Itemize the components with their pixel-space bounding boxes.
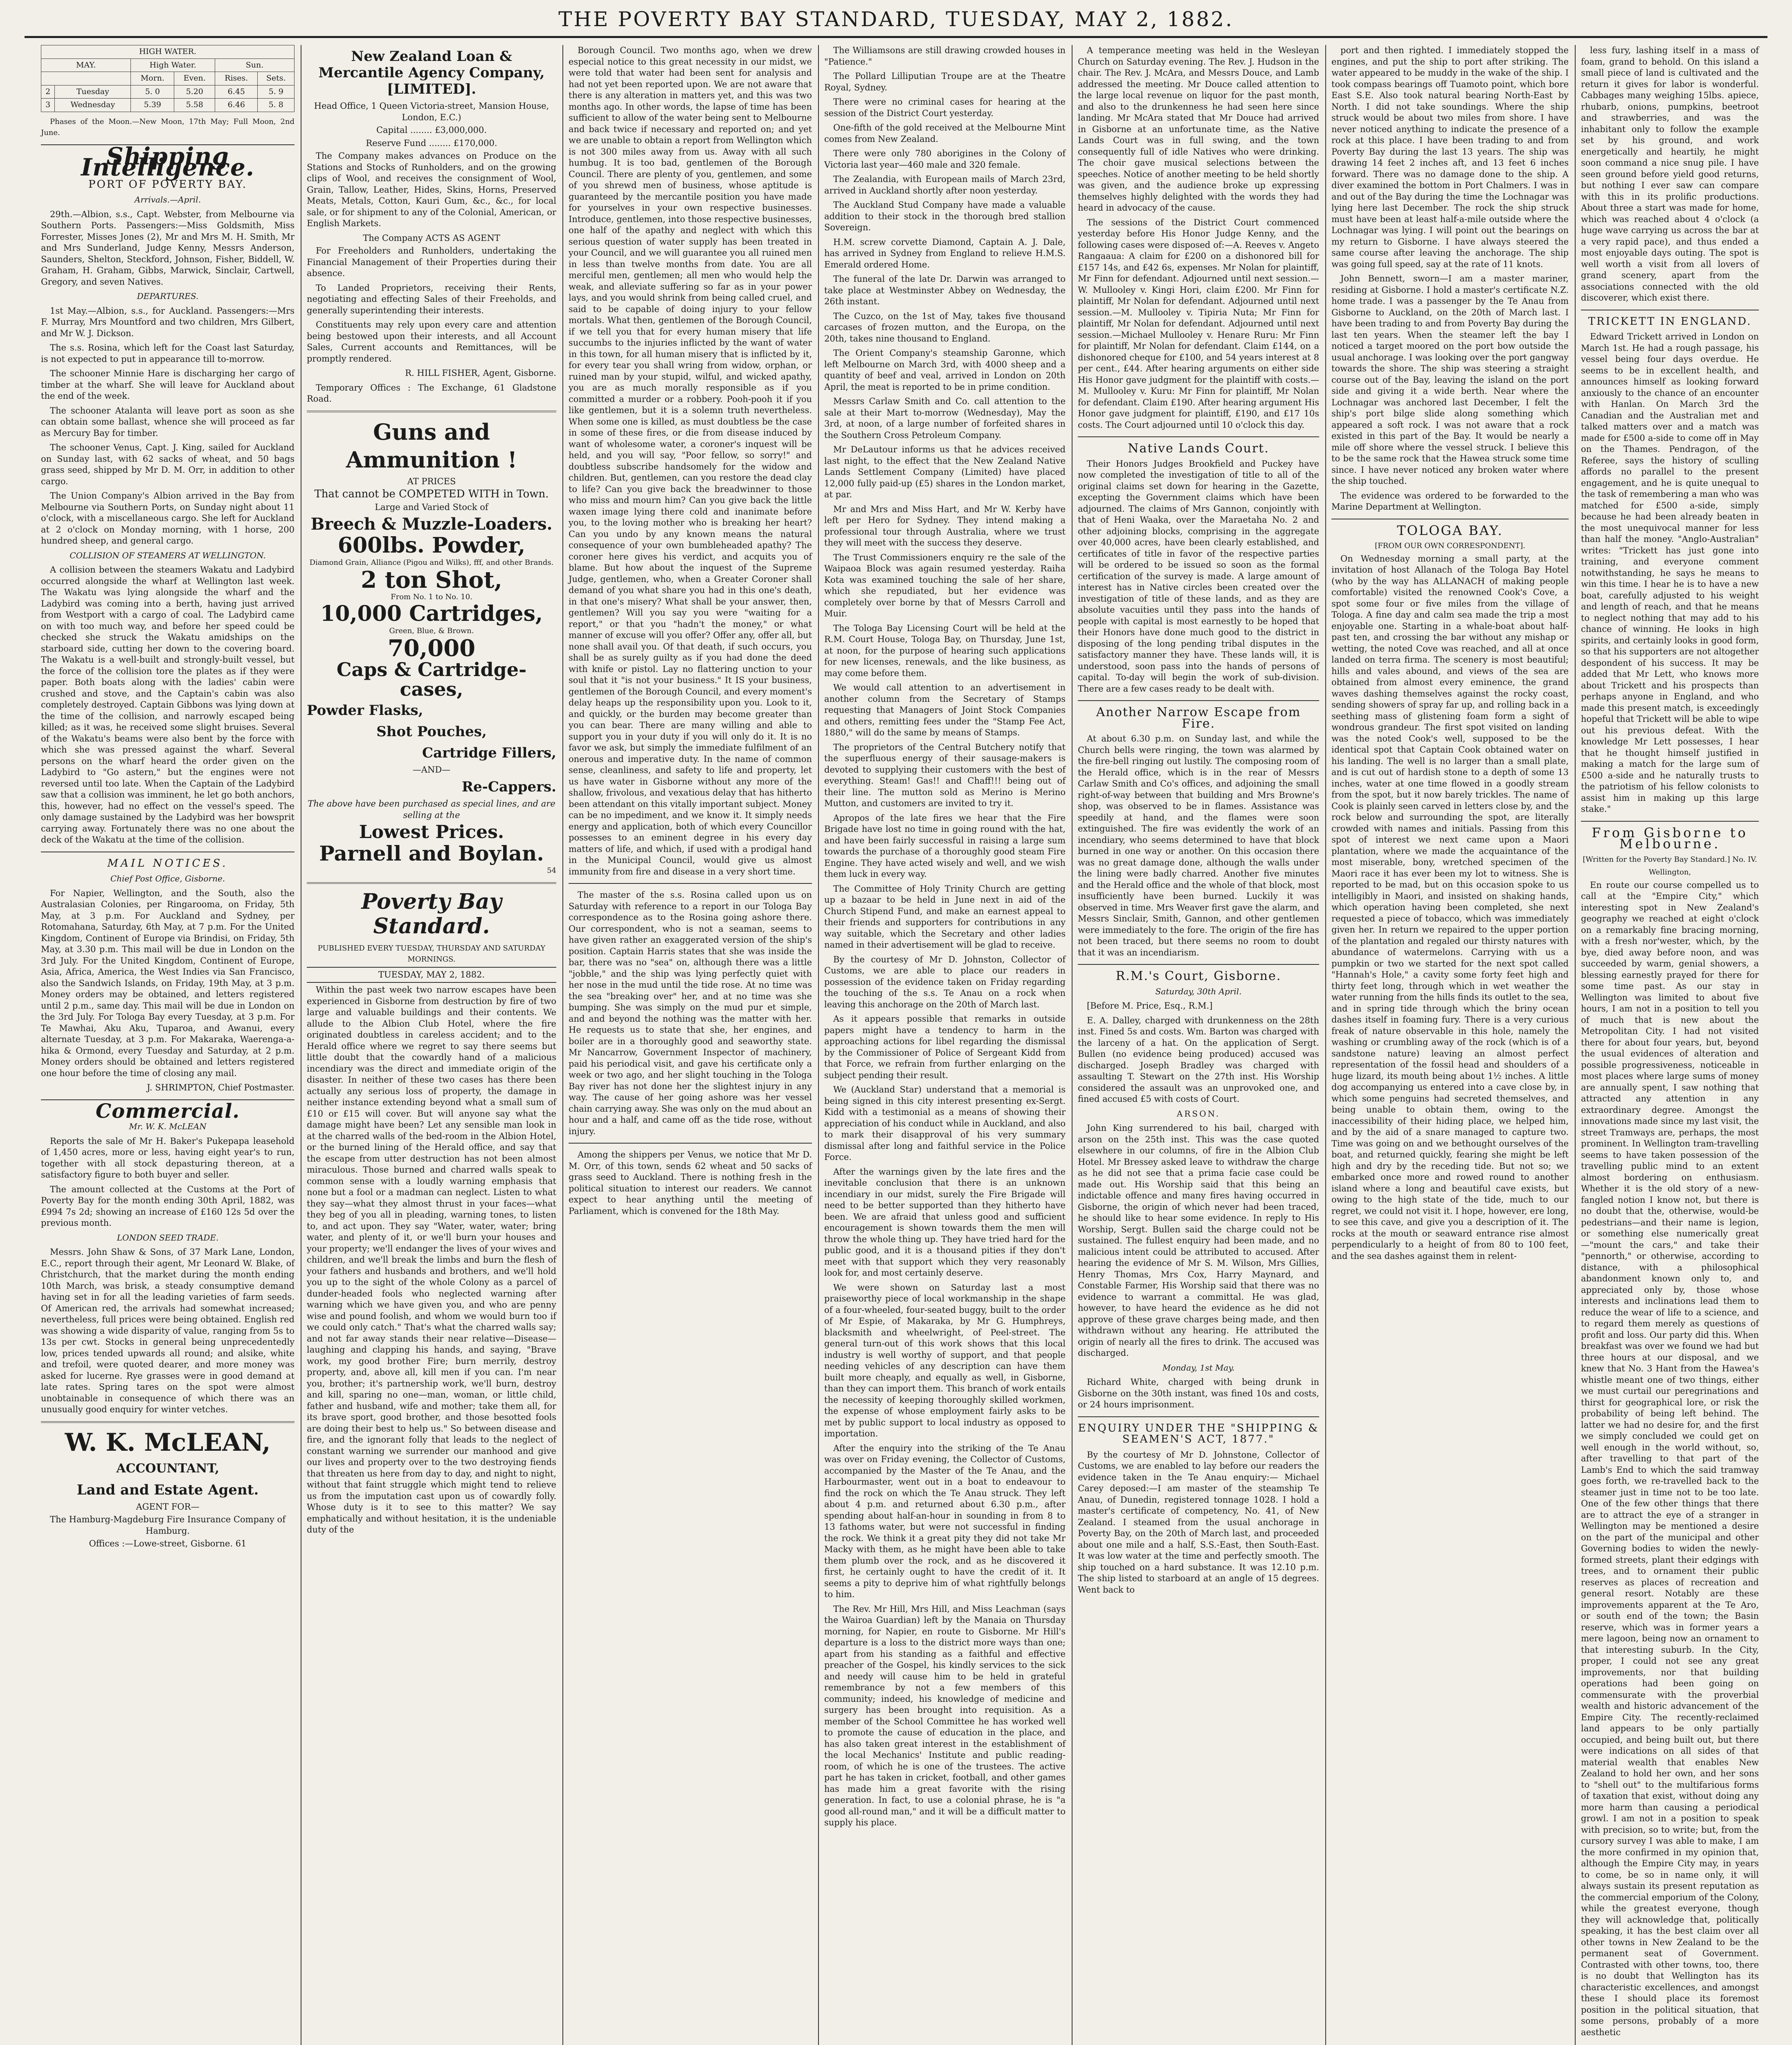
guns-powder-note: Diamond Grain, Alliance (Pigou and Wilks), fff, and other Brands.: [309, 558, 554, 567]
editorial-cont: Borough Council. Two months ago, when we drew especial notice to this great necessity in our midst, we were told that water had been sent for analysis and had not yet been reported upon. We are not aware that there is any alteration in matters yet, and this was two months ago. In other words, the lapse of time has been sufficient to allow of the water being sent to Melbourne and back twice if necessary and reported on; and yet we are unable to obtain a report from Wellington which is not 300 miles away from us. Away with all such humbug. It is too bad, gentlemen of the Borough Council. There are plenty of you, gentlemen, and some of you shrewd men of business, whose aptitude is guaranteed by the mercantile position you have made for yourselves in your own respective businesses. Introduce, gentlemen, into those respective businesses, one half of the apathy and neglect with which this serious question of water supply has been treated in your Council, and we will guarantee you all ruined men in less than twelve months from date. You are all merciful men, gentlemen; all men who would help the weak, and alleviate suffering so far as in your power lays, and you would shrink from being called cruel, and said to be capable of doing injury to your fellow mortals. What then, gentlemen of the Borough Council, if we tell you that for every human misery that life succumbs to the injuries inflicted by the want of water in this town, for all human misery that is inflicted by it, for every tear you shall wring from widow, orphan, or ruined man by your stupid, wilful, and wicked apathy, you are as much morally responsible as if you committed a murder or a robbery. Pooh-pooh it if you like gentlemen, but it is a solemn truth nevertheless. When some one is killed, as must doubtless be the case in some of these fires, or die from disease induced by want of wholesome water, a coroner's inquest will be held, and you will say, "Poor fellow, so sorry!" and doubtless subscribe handsomely for the widow and children. But, gentlemen, can you restore the dead clay to life? Can you give back the breadwinner to those who miss and mourn him? Can you give back the little waxen image lying there cold and inanimate before you, to the loving mother who is breaking her heart? Can you undo by any known means the natural consequence of your own bumbleheaded apathy? The coroner here gives his verdict, and acquits you of blame. But how about the inquest of the Supreme Judge, gentlemen, who, when a Greater Coroner shall demand of you what share you had in this one's death, in that one's misery? What shall be your answer, then, gentlemen? Will you say you were "waiting for a report," or that you "hadn't the money," or what manner of excuse will you offer? Offer any, offer all, but none shall avail you. Of that death, if such occurs, you shall be as surely guilty as if you had done the deed with knife or pistol. Lay no flattering unction to your soul that it "is not your business." It IS your business, gentlemen of the Borough Council, and every moment's delay heaps up the responsibility upon you. Look to it, and quickly, or the burden may become greater than you can bear. There are many willing and able to support you in your duty if you will only do it. It is no favor we ask, but simply the immediate fulfilment of an onerous and imperative duty. In the name of common sense, cleanliness, and safety to life and property, let us have water in Gisborne without any more of the shallow, frivolous, and vexatious delay that has hitherto been attendant on this vitally important subject. Money can be no impediment, and we know it. It simply needs energy and application, both of which every Councillor possesses to an eminent degree in his every day matters of life, and which, if used with a prodigal hand in the Municipal Council, would give us almost immunity from fire and disease in a very short time.: [569, 45, 812, 876]
paragraph: The s.s. Rosina, which left for the Coast last Saturday, is not expected to put in appearance till to-morrow.: [41, 343, 295, 364]
news-item: Mr and Mrs and Miss Hart, and Mr W. Kerby have left per Hero for Sydney. They intend making a professional tour through Australia, where we trust they will meet with the success they deserve.: [824, 504, 1066, 548]
column-rule: [1575, 45, 1576, 2045]
departures-text: 1st May.—Albion, s.s., for Auckland. Passengers:—Mrs F. Murray, Mrs Mountford and two children, Mrs Gilbert, and Mr W. J. Dickson.: [41, 306, 295, 338]
rm-court-heading: R.M.'s Court, Gisborne.: [1115, 969, 1282, 983]
tide-table: [41, 45, 295, 112]
mclean-role: ACCOUNTANT,: [116, 1461, 219, 1476]
guns-lowest: Lowest Prices.: [359, 822, 504, 843]
column-6: [1327, 45, 1573, 2045]
news-item: H.M. screw corvette Diamond, Captain A. J. Dale, has arrived in Sydney from England to relieve H.M.S. Emerald ordered Home.: [824, 237, 1066, 270]
news-item: Apropos of the late fires we hear that the Fire Brigade have lost no time in going round with the hat, and have been fairly successful in raising a large sum towards the purchase of a thoroughly good steam Fire Engine. They have acted wisely and well, and we wish them luck in every way.: [824, 813, 1066, 879]
tologa-heading: TOLOGA BAY.: [1397, 522, 1503, 538]
guns-stock: Large and Varied Stock of: [375, 502, 488, 512]
tologa-text: On Wednesday morning a small party, at the invitation of host Allanach of the Tologa Bay Hotel (who by the way has ALLANACH of making people comfortable) visited the renowned Cook's Cove, a spot some four or five miles from the village of Tologa. A fine day and calm sea made the trip a most enjoyable one. Starting in a whale-boat about half-past ten, and crossing the bar without any mishap or wetting, the noted Cove was reached, and all at once landed on terra firma. The scenery is most beautiful; hills and vales abound, and views of the sea are obtained from almost every eminence, the grand waves dashing themselves against the rocky coast, sending showers of spray far up, and rolling back in a seething mass of glistening foam form a sight of wondrous grandeur. The first spot visited on landing was the noted Cook's well, supposed to be the identical spot that Captain Cook obtained water on his landing. The well is no larger than a small plate, and is cut out of hardish stone to a depth of some 13 inches, water at one time flowed in a goodly stream from the spot, but it now barely trickles. The name of Cook is plainly seen carved in letters close by, and the rock below and surrounding the spot, are literally crowded with names and initials. Passing from this spot of interest we next came upon a Maori plantation, where we made the acquaintance of the most miserable, bony, wretched specimen of the Maori race it has ever been my lot to witness. She is reported to be mad, but on this occasion spoke to us intelligibly in Maori, and insisted on shaking hands, which operation having been completed, she next requested a piece of tobacco, which was immediately given her. In return we repaired to the upper portion of the plantation and regaled our thirsty natures with abundance of watermelons. Carrying with us a pumpkin or two we started for the next spot called "Hannah's Hole," a cavity some forty feet high and thirty feet long, through which in wet weather the water running from the hills finds its outlet to the sea, and in spring tide through which the briny ocean dashes itself in foaming fury. There is a very curious freak of nature observable in this hole, namely the washing or crumbling away of the rock (which is of a sandstone nature) leaving an almost perfect representation of the fossil head and shoulders of a huge lizard, its mouth being about 1½ inches. A little dog accompanying us entered into a cave close by, in which some penguins had secreted themselves, and being unable to obtain them, owing to the inaccessibility of their hiding place, we helped him, and by the aid of a snare managed to capture two. Time was going on and we bethought ourselves of the boat, and returned quickly, fearing she might be left high and dry by the receding tide. But not so; we embarked once more and rowed round to another island where a long and beautiful cave exists, but owing to the high state of the tide, much to our regret, we could not visit it. I hope, however, ere long, to see this cave, and give you a description of it. The rocks at the mouth or seaward entrance rise almost perpendicularly to a height of from 80 to 100 feet, and the sea dashes against them in relent-: [1331, 553, 1569, 1261]
venus-paragraph: Among the shippers per Venus, we notice that Mr D. M. Orr, of this town, sends 62 wheat and 50 sacks of grass seed to Auckland. There is nothing fresh in the political situation to interest our readers. We cannot expect to hear anything until the meeting of Parliament, which is convened for the 18th May.: [569, 1150, 812, 1216]
guns-compete: That cannot be COMPETED WITH in Town.: [314, 488, 549, 500]
news-item: Messrs Carlaw Smith and Co. call attention to the sale at their Mart to-morrow (Wednesday), May the 3rd, at noon, of a large number of forfeited shares in the Southern Cross Petroleum Company.: [824, 396, 1066, 440]
news-item: After the enquiry into the striking of the Te Anau was over on Friday evening, the Collector of Customs, accompanied by the Master of the Te Anau, and the Harbourmaster, went out in a boat to endeavour to find the rock on which the Te Anau struck. They left about 4 p.m. and returned about 6.30 p.m., after spending about half-an-hour in sounding in from 8 to 13 fathoms water, but were not successful in finding the rock. We think it a great pity they did not take Mr Macky with them, as he might have been able to take them plumb over the rock, and as he discovered it first, he certainly ought to have the credit of it. It seems a pity to deprive him of what rightfully belongs to him.: [824, 1443, 1066, 1599]
guns-cappers: Re-Cappers.: [461, 779, 556, 795]
guns-title: Guns and Ammunition !: [346, 418, 517, 473]
rm-court-text: E. A. Dalley, charged with drunkenness on the 28th inst. Fined 5s and costs. Wm. Barton was charged with the larceny of a hat. On the application of Sergt. Bullen (no evidence being produced) accused was discharged. Joseph Bradley was charged with assaulting T. Stewart on the 27th inst. His Worship considered the assault was an unprovoked one, and fined accused £5 with costs of Court.: [1078, 1015, 1319, 1104]
standard-pub: PUBLISHED EVERY TUESDAY, THURSDAY AND SATURDAY MORNINGS.: [317, 944, 546, 964]
news-item: We would call attention to an advertisement in another column from the Secretary of Stamps requesting that Managers of Joint Stock Companies and others, remitting fees under the "Stamp Fee Act, 1880," will do the same by means of Stamps.: [824, 683, 1066, 737]
departures-heading: DEPARTURES.: [137, 291, 199, 301]
column-rule: [562, 45, 563, 2045]
guns-loaders: Breech & Muzzle-Loaders.: [310, 515, 553, 534]
gisborne-melbourne-sub: [Written for the Poverty Bay Standard.] No. IV.: [1583, 855, 1757, 864]
table-row: 3 Wednesday 5.39 5.58 6.46 5. 8: [41, 99, 295, 112]
moon-phases: Phases of the Moon.—New Moon, 17th May; Full Moon, 2nd June.: [41, 117, 295, 137]
column-4: [820, 45, 1070, 2045]
guns-fillers: Cartridge Fillers,: [422, 744, 556, 761]
monday-heading: Monday, 1st May.: [1162, 1362, 1235, 1373]
seed-text: Messrs. John Shaw & Sons, of 37 Mark Lane, London, E.C., report through their agent, Mr Leonard W. Blake, of Christchurch, that the market during the month ending 10th March, was brisk, a steady consumptive demand having set in for all the leading varieties of farm seeds. Of American red, the arrivals had somewhat increased; nevertheless, full prices were being obtained. English red was showing a wide disparity of value, ranging from 5s to 13s per cwt. Stocks in general being unprecedentedly low, prices tended upwards all round; and alsike, white and trefoil, were quoted dearer, and more money was asked for lucerne. Rye grasses were in good demand at late rates. Spring tares on the spot were almost unobtainable in consequence of which there was an unusually good enquiry for winter vetches.: [41, 1247, 295, 1414]
shipping-heading: Shipping Intelligence.: [81, 142, 255, 181]
tide-even-header: Even.: [174, 72, 215, 85]
tologa-cont: less fury, lashing itself in a mass of foam, grand to behold. On this island a small piece of land is cultivated and the return it gives for labor is wonderful. Cabbages many weighing 15lbs. apiece, rhubarb, onions, pumpkins, beetroot and strawberries, and was the inhabitant only to follow the example set by his ground, and work energetically and heartily, he might soon command a nice snug pile. I have seen ground before yield good returns, but nothing I ever saw can compare with this in its prolific productions. About three a start was made for home, which was reached about 4 o'clock (a huge wave carrying us across the bar at a very rapid pace), and thus ended a most enjoyable days outing. The spot is well worth a visit from all lovers of grand scenery, apart from the associations connected with the old discoverer, which exist there.: [1581, 45, 1759, 303]
arson-heading: ARSON.: [1176, 1108, 1221, 1119]
port-heading: PORT OF POVERTY BAY.: [88, 178, 247, 191]
commercial-sub: Mr. W. K. McLEAN: [129, 1121, 207, 1131]
news-item: The Williamsons are still drawing crowded houses in "Patience.": [824, 45, 1066, 67]
guns-and: —AND—: [412, 764, 451, 775]
monday-text: Richard White, charged with being drunk in Gisborne on the 30th instant, was fined 10s and costs, or 24 hours imprisonment.: [1078, 1377, 1319, 1409]
column-1: [37, 45, 299, 2045]
news-item: One-fifth of the gold received at the Melbourne Mint comes from New Zealand.: [824, 123, 1066, 144]
paragraph: The amount collected at the Customs at the Port of Poverty Bay for the month ending 30th April, 1882, was £994 7s 2d; showing an increase of £160 12s 5d over the previous month.: [41, 1184, 295, 1228]
arson-text: John King surrendered to his bail, charged with arson on the 25th inst. This was the case quoted elsewhere in our columns, of fire in the Albion Club Hotel. Mr Bressey asked leave to withdraw the charge as he did not see that a prima facie case could be made out. His Worship said that this being an indictable offence and many fires having occurred in Gisborne, the origin of which never had been traced, he should like to hear some evidence. In reply to His Worship, Sergt. Bullen said the charge could not be sustained. The fullest enquiry had been made, and no malicious intent could be attributed to accused. After hearing the evidence of Mr S. M. Wilson, Mrs Gillies, Henry Thomas, Mrs Cox, Harry Maynard, and Constable Farmer, His Worship said that there was no evidence to warrant a committal. He was glad, however, to have heard the evidence as he did not approve of these grave charges being made, and then withdrawn without any hearing. He attributed the origin of nearly all the fires to drink. The accused was discharged.: [1078, 1123, 1319, 1358]
column-3: [564, 45, 816, 2045]
tide-month-header: MAY.: [41, 58, 131, 72]
nzloan-act2: To Landed Proprietors, receiving their Rents, negotiating and effecting Sales of their Freeholds, and generally superintending their interests.: [307, 283, 556, 315]
nzloan-body: The Company makes advances on Produce on the Stations and Stocks of Runholders, and on the growing clips of Wool, and receives the consignment of Wool, Grain, Tallow, Leather, Hides, Skins, Horns, Preserved Meats, Metals, Cotton, Kauri Gum, &c., &c., for local sale, or for shipment to any of the Colonial, American, or English Markets.: [307, 151, 556, 228]
news-item: There were no criminal cases for hearing at the session of the District Court yesterday.: [824, 97, 1066, 118]
guns-note: The above have been purchased as special lines, and are selling at the: [308, 799, 555, 820]
mail-office: Chief Post Office, Gisborne.: [110, 874, 225, 883]
nzloan-capital: Capital ........ £3,000,000.: [376, 125, 487, 135]
arrivals-heading: Arrivals.—April.: [134, 195, 201, 204]
column-rule: [1072, 45, 1073, 2045]
nzloan-sign: R. HILL FISHER, Agent, Gisborne.: [405, 368, 556, 378]
trickett-text: Edward Trickett arrived in London on March 1st. He had a rough passage, his vessel being four days overdue. He seems to be in excellent health, and announces himself as looking forward anxiously to the chance of an encounter with Hanlan. On March 3rd the Canadian and the Australian met and talked matters over and a match was made for £500 a-side to come off in May on the Thames. Pendragon, of the Referee, says the history of sculling affords no parallel to the present engagement, and he is quite unequal to the task of remembering a man who was matched for £500 a-side, simply because he had been already beaten in the most unequivocal manner for less than half the money. "Anglo-Australian" writes: "Trickett has just gone into training, and everyone comment notwithstanding, he says he means to win this time. I hear he is to have a new boat, carefully adjusted to his weight and length of reach, and that he means to neglect nothing that may add to his chance of winning. He looks in high spirits, and certainly looks in good form, so that his supporters are not altogether despondent of his success. It may be added that Mr Lett, who knows more about Trickett and his prospects than perhaps anyone in England, and who made this present match, is exceedingly hopeful that Trickett will be able to wipe out his previous defeat. With the knowledge Mr Lett possesses, I hear that he thought himself justified in making a match for the large sum of £500 a-side and he naturally trusts to the patriotism of his fellow colonists to assist him in making up this large stake.": [1581, 332, 1759, 814]
news-item: The Auckland Stud Company have made a valuable addition to their stock in the thorough bred stallion Sovereign.: [824, 200, 1066, 232]
enquiry-heading: ENQUIRY UNDER THE "SHIPPING & SEAMEN'S ACT, 1877.": [1078, 1422, 1319, 1445]
guns-cart-note: Green, Blue, & Brown.: [389, 627, 474, 635]
news-item: We were shown on Saturday last a most praiseworthy piece of local workmanship in the shape of a four-wheeled, four-seated buggy, built to the order of Mr Espie, of Makaraka, by Mr G. Humphreys, blacksmith and wheelwright, of Peel-street. The general turn-out of this work shows that this local industry is well worthy of support, and that people needing vehicles of any description can have them built more cheaply, and equally as well, in Gisborne, than they can import them. This branch of work entails the necessity of keeping thoroughly skilled workmen, the expense of whose employment fairly asks to be met by public support to local industry as opposed to importation.: [824, 1282, 1066, 1438]
news-item: The Trust Commissioners enquiry re the sale of the Waipaoa Block was again resumed yesterday. Raiha Kota was examined touching the sale of her share, which she repudiated, but her evidence was completely over borne by that of Messrs Carroll and Muir.: [824, 552, 1066, 618]
news-item: The Zealandia, with European mails of March 23rd, arrived in Auckland shortly after noon yesterday.: [824, 174, 1066, 196]
news-item: Mr DeLautour informs us that he advices received last night, to the effect that the New Zealand Native Lands Settlement Company (Limited) have placed 12,000 fully paid-up (£5) shares in the London market, at par.: [824, 445, 1066, 499]
mclean-agent: AGENT FOR—: [136, 1501, 200, 1512]
news-item: The funeral of the late Dr. Darwin was arranged to take place at Westminster Abbey on Wednesday, the 26th instant.: [824, 274, 1066, 306]
guns-shot: 2 ton Shot,: [361, 566, 502, 593]
fire-text: At about 6.30 p.m. on Sunday last, and while the Church bells were ringing, the town was alarmed by the fire-bell ringing out lustily. The composing room of the Herald office, which is in the rear of Messrs Carlaw Smith and Co's offices, and adjoining the small right-of-way between that building and Mrs Browne's shop, was observed to be in flames. Assistance was speedily at hand, and the flames were soon extinguished. The fire was evidently the work of an incendiary, who seems determined to have that block burned in one way or another. On this occasion there was no great damage done, although the walls under the lining were badly charred. Another five minutes and the Herald office and the whole of that block, most insufficiently have been burned. Luckily it was observed in time. Mrs Weaver first gave the alarm, and Messrs Sinclair, Smith, Gannon, and other gentlemen were immediately to the fore. The origin of the fire has not been traced, but there seems no room to doubt that it was an incendiarism.: [1078, 734, 1319, 957]
guns-powder: 600lbs. Powder,: [337, 533, 526, 558]
column-2: [303, 45, 560, 2045]
collision-heading: COLLISION OF STEAMERS AT WELLINGTON.: [70, 550, 266, 560]
seed-heading: LONDON SEED TRADE.: [117, 1232, 219, 1243]
news-item: The Tologa Bay Licensing Court will be held at the R.M. Court House, Tologa Bay, on Thursday, June 1st, at noon, for the purpose of hearing such applications for new licenses, renewals, and the like business, as may come before them.: [824, 623, 1066, 678]
nzloan-act3: Constituents may rely upon every care and attention being bestowed upon their interests, and all Account Sales, Current accounts and Remittances, will be promptly rendered.: [307, 320, 556, 364]
table-row: 2 Tuesday 5. 0 5.20 6.45 5. 9: [41, 85, 295, 99]
paragraph: The Union Company's Albion arrived in the Bay from Melbourne via Southern Ports, on Sunday night about 11 o'clock, with a miscellaneous cargo. She left for Auckland at 2 o'clock on Monday morning, with 1 horse, 200 hundred sheep, and general cargo.: [41, 491, 295, 546]
gisborne-melbourne-place: Wellington,: [1648, 868, 1691, 876]
column-rule: [818, 45, 819, 2045]
news-item: By the courtesy of Mr D. Johnston, Collector of Customs, we are able to place our readers in possession of the evidence taken on Friday regarding the touching of the s.s. Te Anau on a rock when leaving this anchorage on the 20th of March last.: [824, 954, 1066, 1009]
standard-date: TUESDAY, MAY 2, 1882.: [307, 967, 556, 983]
mail-heading: MAIL NOTICES.: [107, 857, 228, 870]
news-item: The Rev. Mr Hill, Mrs Hill, and Miss Leachman (says the Wairoa Guardian) left by the Manaia on Thursday morning, for Napier, en route to Gisborne. Mr Hill's departure is a loss to the district more ways than one; apart from his standing as a faithful and effective preacher of the Gospel, his kindly services to the sick and needy will cause him to be held in grateful remembrance by not a few members of this community; indeed, his knowledge of medicine and surgery has been brought into requisition. As a member of the School Committee he has worked well to promote the cause of education in the place, and has also taken great interest in the establishment of the local Mechanics' Institute and public reading-room, of which he is one of the trustees. The active part he has taken in cricket, football, and other games has made him a great favorite with the rising generation. In fact, to use a colonial phrase, he is "a good all-round man," and it will be a difficult matter to supply his place.: [824, 1604, 1066, 1827]
column-rule: [1325, 45, 1326, 2045]
gisborne-melbourne-heading: From Gisborne to Melbourne.: [1592, 825, 1748, 852]
editorial-text: Within the past week two narrow escapes have been experienced in Gisborne from destruction by fire of two large and valuable buildings and their contents. We allude to the Albion Club Hotel, where the fire originated doubtless in careless accident; and to the Herald office where we regret to say there seems but little doubt that the cowardly hand of a malicious incendiary was the direct and immediate origin of the disaster. In neither of these two cases has there been actually any serious loss of property, the damage in neither instance extending beyond what a small sum of £10 or £15 will cover. But will anyone say what the damage might have been? Let any sensible man look in at the charred walls of the bed-room in the Albion Hotel, or the burned lining of the Herald office, and say that the escape from utter destruction has not been almost miraculous. Those burned and charred walls speak to common sense with a loudly warning emphasis that none but a fool or a madman can neglect. Listen to what they say—what they almost thrust in your faces—what they beg of you all in pleading, warning tones, to listen to, and act upon. They say "Water, water, water; bring water, and plenty of it, or we'll burn your houses and your property; we'll endanger the lives of your wives and children, and we'll break the limbs and burn the flesh of your fathers and husbands and brothers, and we'll hold you up to the sight of the whole Colony as a parcel of dunder-headed fools who neglected warning after warning which we have given you, and who are penny wise and pound foolish, and whom we would burn too if we could only catch." That's what the charred walls say; and not far away stands their near relative—Disease—laughing and clapping his hands, and saying, "Brave work, my good brother Fire; burn merrily, destroy property, and, above all, kill men if you can. I'm near you, brother; it's partnership work, we'll burn, destroy and kill, sparing no one—man, woman, or little child, father and husband, wife and mother; take them all, for its brave sport, good brother, and those besotted fools are doing their best to help us." So between disease and fire, and the ignorant folly that leads to the neglect of constant warning we surrender our manhood and give our lives and property over to the two destroying fiends that threaten us here from day to day, and night to night, without that faint struggle which might tend to relieve us from the imputation cast upon us of cowardly folly. Whose duty is it to see to this matter? We say emphatically and without hesitation, it is the undeniable duty of the: [307, 985, 556, 1535]
tide-sun-header: Sun.: [215, 58, 295, 72]
tide-high-header: High Water.: [131, 58, 215, 72]
nzloan-reserve: Reserve Fund ........ £170,000.: [366, 138, 497, 148]
mclean-role2: Land and Estate Agent.: [76, 1481, 259, 1498]
news-item: After the warnings given by the late fires and the inevitable conclusion that there is an unknown incendiary in our midst, surely the Fire Brigade will need to be better supported than they hitherto have been. We are afraid that unless good and sufficient encouragement is shown towards them the men will throw the whole thing up. They have tried hard for the public good, and it is a thousand pities if they don't meet with that support which they very reasonably look for, and most certainly deserve.: [824, 1166, 1066, 1278]
paragraph: Reports the sale of Mr H. Baker's Pukepapa leasehold of 1,450 acres, more or less, having eight year's to run, together with all stock depasturing thereon, at a satisfactory figure to both buyer and seller.: [41, 1136, 295, 1180]
tide-morn-header: Morn.: [131, 72, 174, 85]
guns-num: 54: [547, 866, 556, 875]
nzloan-act1: For Freeholders and Runholders, undertaking the Financial Management of their Properties during their absence.: [307, 246, 556, 278]
commercial-heading: Commercial.: [95, 1099, 240, 1123]
guns-prices: AT PRICES: [407, 476, 456, 486]
rosina-paragraph: The master of the s.s. Rosina called upon us on Saturday with reference to a report in our Tologa Bay correspondence as to the Rosina going ashore there. Our correspondent, who is not a seaman, seems to have given rather an exaggerated version of the ship's position. Captain Harris states that she was inside the bar, there was no "sea" on, although there was a little "jobble," and the ship was lying perfectly quiet with her nose in the mud until the tide rose. At no time was the sea "breaking over" her, and at no time was she bumping. She was simply on the mud pur et simple, and and beyond the nothing was the matter with her. He requests us to state that she, her engines, and boiler are in a thoroughly good and seaworthy state. Mr Nancarrow, Government Inspector of machinery, paid his periodical visit, and gave his certificate only a week or two ago, and her slight touching in the Tologa Bay river has not done her the slightest injury in any way. The cause of her going ashore was her vessel chain carrying away. She was only on the mud about an hour and a half, and came off as the tide rose, without injury.: [569, 890, 812, 1136]
enquiry-text: By the courtesy of Mr D. Johnstone, Collector of Customs, we are enabled to lay before our readers the evidence taken in the Te Anau enquiry:— Michael Carey deposed:—I am master of the steamship Te Anau, of Dunedin, registered tonnage 1028. I hold a master's certificate of competency, No. 41, of New Zealand. I steamed from the usual anchorage in Poverty Bay, on the 20th of March last, and proceeded about one mile and a half, S.S.-East, then South-East. It was low water at the time and perfectly smooth. The ship touched on a hard substance. It was 12.10 p.m. The ship listed to starboard at an angle of 15 degrees. Went back to: [1078, 1449, 1319, 1595]
news-item: The proprietors of the Central Butchery notify that the superfluous energy of their sausage-makers is devoted to supplying their customers with the best of everything. Steam! Gas!! and Chaff!!! being out of their line. The mutton sold as Merino is Merino Mutton, and customers are invited to try it.: [824, 742, 1066, 808]
trickett-heading: TRICKETT IN ENGLAND.: [1588, 315, 1752, 328]
nzloan-office: Head Office, 1 Queen Victoria-street, Mansion House, London, E.C.): [314, 101, 549, 122]
news-item: The Committee of Holy Trinity Church are getting up a bazaar to be held in June next in aid of the Church Stipend Fund, and make an earnest appeal to their friends and supporters for contributions in any way suitable, which the Secretary and other ladies named in their advertisement will be glad to receive.: [824, 883, 1066, 950]
news-item: There were only 780 aborigines in the Colony of Victoria last year—460 male and 320 female.: [824, 148, 1066, 170]
mail-sign: J. SHRIMPTON, Chief Postmaster.: [147, 1083, 295, 1092]
guns-flasks: Powder Flasks,: [307, 702, 423, 719]
mclean-agent-of: The Hamburg-Magdeburg Fire Insurance Company of Hamburg.: [50, 1515, 286, 1536]
mclean-name: W. K. McLEAN,: [65, 1428, 271, 1457]
tologa-sub: [FROM OUR OWN CORRESPONDENT].: [1375, 542, 1525, 550]
enquiry-cont: John Bennett, sworn—I am a master mariner, residing at Gisborne. I hold a master's certificate N.Z. home trade. I was a passenger by the Te Anau from Gisborne to Auckland, on the 20th of March last. I have been trading to and from Poverty Bay during the last ten years. When the steamer left the bay I noticed a target moored on the port bow outside the usual anchorage. I was looking over the port gangway towards the shore. The ship was steering a straight course out of the Bay, leaving the island on the port side and giving it a wide berth. Near where the Lochnagar was anchored last December, I felt the ship's port bilge slide along something which appeared a soft rock. I was not aware that a rock existed in this part of the Bay. It would be nearly a mile off shore where the vessel struck. I believe this to be the same rock that the Hawea struck some time since. I have never noticed any broken water where the ship touched.: [1331, 274, 1569, 486]
news-item: As it appears possible that remarks in outside papers might have a tendency to harm in the approaching actions for libel regarding the dismissal by the Commissioner of Police of Sergeant Kidd from that Force, we refrain from further enlarging on the subject pending their result.: [824, 1014, 1066, 1080]
nzloan-acts: The Company ACTS AS AGENT: [363, 233, 500, 243]
enquiry-cont: The evidence was ordered to be forwarded to the Marine Department at Wellington.: [1331, 490, 1569, 512]
news-item: The Orient Company's steamship Garonne, which left Melbourne on March 3rd, with 4000 sheep and a quantity of beef and veal, arrived in London on 20th April, the meat is reported to be in prime condition.: [824, 348, 1066, 392]
news-item: The Cuzco, on the 1st of May, takes five thousand carcases of frozen mutton, and the Europa, on the 20th, takes nine thousand to England.: [824, 311, 1066, 344]
rm-court-date: Saturday, 30th April.: [1155, 986, 1242, 996]
nzloan-title: New Zealand Loan & Mercantile Agency Company, [LIMITED].: [318, 48, 545, 97]
column-5: [1074, 45, 1323, 2045]
enquiry-cont: port and then righted. I immediately stopped the engines, and put the ship to port after striking. The water appeared to be muddy in the wake of the ship. I took compass bearings off Tuamoto point, which bore East S.E. Also took natural bearing North-East by North. I did not take soundings. Where the ship struck would be about two miles from shore. I have never noticed anything to indicate the presence of a rock at this place. I have been trading to and from Poverty Bay during the last 13 years. The ship was drawing 14 feet 2 inches aft, and 13 feet 6 inches forward. There was no damage done to the ship. A diver examined the bottom in Port Chalmers. I was in and out of the Bay during the time the Lochnagar was lying here last December. The rock the ship struck must have been at least half-a-mile outside where the Lochnagar was lying. I will point out the bearings on my return to Gisborne. I have always steered the same course after leaving the anchorage. The ship was going full speed, say at the rate of 11 knots.: [1331, 45, 1569, 269]
tide-rises-header: Rises.: [215, 72, 258, 85]
tide-title: HIGH WATER.: [41, 45, 295, 59]
guns-cartridges: 10,000 Cartridges,: [320, 601, 543, 626]
tide-sets-header: Sets.: [258, 72, 295, 85]
news-item: A temperance meeting was held in the Wesleyan Church on Saturday evening. The Rev. J. Hudson in the chair. The Rev. J. McAra, and Messrs Douce, and Lamb addressed the meeting. Mr Douce called attention to the large local revenue on liquor for the past month, and also to the drunkenness he had seen here since landing. Mr McAra stated that Mr Douce had arrived in Gisborne at an unfortunate time, as the Native Lands Court was in full swing, and the town consequently full of idle Natives who were drinking. The choir gave musical selections between the speeches. Notice of another meeting to be held shortly was given, and the audience broke up expressing themselves highly delighted with the words they had heard in advocacy of the cause.: [1078, 45, 1319, 213]
column-7: [1577, 45, 1763, 2045]
news-item: The Pollard Lilliputian Troupe are at the Theatre Royal, Sydney.: [824, 71, 1066, 92]
fire-heading: Another Narrow Escape from Fire.: [1096, 705, 1301, 731]
mclean-offices: Offices :—Lowe-street, Gisborne. 61: [89, 1539, 247, 1548]
guns-shot-note: From No. 1 to No. 10.: [391, 592, 472, 601]
guns-caps-num: 70,000: [387, 634, 476, 662]
paragraph: The schooner Atalanta will leave port as soon as she can obtain some ballast, whence she will proceed as far as Mercury Bay for timber.: [41, 405, 295, 438]
mail-text: For Napier, Wellington, and the South, also the Australasian Colonies, per Ringarooma, on Friday, 5th May, at 3 p.m. For Auckland and Sydney, per Rotomahana, Saturday, 6th May, at 7 p.m. For the United Kingdom, Continent of Europe via Brindisi, on Friday, 5th May, at 3.30 p.m. This mail will be due in London on the 3rd July. For the United Kingdom, Continent of Europe, Asia, Africa, America, the West Indies via San Francisco, also the Sandwich Islands, on Friday, 19th May, at 3 p.m. Money orders may be obtained, and letters registered until 2 p.m., same day. This mail will be due in London on the 3rd July. For Tologa Bay every Tuesday, at 3 p.m. For Te Mawhai, Aku Aku, Tuparoa, and Awanui, every alternate Tuesday, at 3 p.m. For Makaraka, Waerenga-a-hika & Ormond, every Tuesday and Saturday, at 2 p.m. Money orders should be obtained and letters registered one hour before the time of closing any mail.: [41, 888, 295, 1078]
masthead: THE POVERTY BAY STANDARD, TUESDAY, MAY 2, 1882.: [25, 7, 1767, 38]
gisborne-melbourne-text: En route our course compelled us to call at the "Empire City," which interesting spot in New Zealand's geography we reached at eight o'clock on a remarkably fine bracing morning, with a fresh nor'wester, which, by the bye, died away before noon, and was succeeded by warm, genial showers, a blessing earnestly prayed for there for some time past. As our stay in Wellington was limited to about five hours, I am not in a position to tell you of much that is new about the Metropolitan City. I had not visited there for about four years, but, beyond the usual evidences of alteration and possible progressiveness, noticeable in most places where large sums of money are annually spent, I saw nothing that attracted any attention in any extraordinary degree. Amongst the innovations made since my last visit, the street Tramways are, perhaps, the most prominent. In Wellington tram-travelling seems to have taken possession of the travelling public mind to an extent almost bordering on enthusiasm. Whether it is the old story of a new-fangled notion I know not, but there is no doubt that the, otherwise, would-be pedestrians—and their name is legion, or something else numerically great—"mount the cars," and take their "pennorth," or otherwise, according to distance, with a philosophical abandonment known only to, and appreciated only by, those whose interests and inclinations lead them to reduce the wear of life to a science, and to regard them merely as questions of profit and loss. Our party did this. When breakfast was over we found we had but three hours at our disposal, and we knew that No. 3 Hant from the Hawea's whistle meant one of two things, either we must curtail our peregrinations and thirst for geographical lore, or risk the probability of being left behind. The latter we had no desire for, and the first we simply concluded we could get on well enough in the world without, so, after travelling to that part of the Lamb's End to which the said tramway goes forth, we re-travelled back to the steamer just in time not to be too late. One of the few other things that there are to attract the eye of a stranger in Wellington may be mentioned a desire on the part of the municipal and other Governing bodies to widen the newly-formed streets, plant their edgings with trees, and to ornament their public reserves as places of recreation and general resort. Notably are these improvements apparent at the Te Aro, or south end of the town; the Basin reserve, which was in former years a mere lagoon, being now an ornament to that interesting suburb. In the City, proper, I could not see any great improvements, nor that building operations had been going on commensurate with the proverbial wealth and historic advancement of the Empire City. The recently-reclaimed land appears to be only partially occupied, and being built out, but there were indications on all sides of that material wealth that enables New Zealand to hold her own, and her sons to "shell out" to the multifarious forms of taxation that exist, without doing any more harm than causing a periodical growl. I am not in a position to speak with precision, so to write; but, from the cursory survey I was able to make, I am the more confirmed in my opinion that, although the Empire City may, in years to come, be so in name only, it will always sustain its present reputation as the commercial emporium of the Colony, while the greatest everyone, though they will acknowledge that, politically speaking, it has the best claim over all other towns in New Zealand to be the permanent seat of Government. Contrasted with other towns, too, there is no doubt that Wellington has its characteristic excellences, and amongst these I should place its foremost position in the political situation, that some persons, probably of a more aesthetic: [1581, 880, 1759, 2037]
arrivals-text: 29th.—Albion, s.s., Capt. Webster, from Melbourne via Southern Ports. Passengers:—Miss Goldsmith, Miss Forrester, Misses Jones (2), Mr and Mrs M. H. Smith, Mr and Mrs Sunderland, Judge Kenny, Messrs Anderson, Saunders, Shelton, Steckford, Johnson, Fisher, Biddell, W. Graham, H. Graham, Gibbs, Marwick, Sinclair, Cartwell, Gregory, and seven Natives.: [41, 209, 295, 287]
guns-pouches: Shot Pouches,: [376, 723, 487, 740]
native-lands-heading: Native Lands Court.: [1128, 441, 1269, 456]
collision-text: A collision between the steamers Wakatu and Ladybird occurred alongside the wharf at Wellington last week. The Wakatu was lying alongside the wharf and the Ladybird was coming into a berth, having just arrived from Westport with a cargo of coal. The Ladybird came on with too much way, and before her speed could be checked she struck the Wakatu amidships on the starboard side, cutting her down to the covering board. The Wakatu is a well-built and strongly-built vessel, but the force of the collision tore the plates as if they were paper. Both boats along with the ladies' cabin were crushed and stove, and the Captain's cabin was also completely destroyed. Captain Gibbons was lying down at the time of the collision, and narrowly escaped being killed; as it was, he received some slight bruises. Several of the Wakatu's beams were also bent by the force with which she was pressed against the wharf. Several persons on the wharf heard the order given on the Ladybird to "Go astern," but the engines were not reversed until too late. When the Captain of the Ladybird saw that a collision was imminent, he let go both anchors, this, however, had no effect on the vessel's speed. The only damage sustained by the Ladybird was her bowsprit carrying away. Fortunately there was no one about the deck of the Wakatu at the time of the collision.: [41, 565, 295, 845]
nzloan-temp: Temporary Offices : The Exchange, 61 Gladstone Road.: [307, 382, 556, 404]
paragraph: The schooner Minnie Hare is discharging her cargo of timber at the wharf. She will leave for Auckland about the end of the week.: [41, 369, 295, 401]
news-item: We (Auckland Star) understand that a memorial is being signed in this city interest presenting ex-Sergt. Kidd with a testimonial as a means of showing their appreciation of his conduct while in Auckland, and also to mark their disapproval of his very summary dismissal after long and faithful service in the Police Force.: [824, 1085, 1066, 1162]
paragraph: The schooner Venus, Capt. J. King, sailed for Auckland on Sunday last, with 62 sacks of wheat, and 50 bags grass seed, shipped by Mr D. M. Orr, in addition to other cargo.: [41, 443, 295, 486]
native-lands-text: Their Honors Judges Brookfield and Puckey have now completed the investigation of title to all of the original claims set down for hearing in the Gazette, excepting the Government claims which have been adjourned. The claims of Mrs Gannon, conjointly with that of Heni Waaka, over the Maraetaha No. 2 and other adjoining blocks, comprising in the aggregate over 40,000 acres, have been clearly established, and certificates of title in favor of the respective parties will be ordered to be issued so soon as the formal certification of the survey is made. A large amount of interest has in Native circles been created over the investigation of title of these lands, and as they are absolute vacuities until they pass into the hands of people with capital is most earnestly to be hoped that their Honors have done much good to the district in disposing of the long pending tribal disputes in the satisfactory manner they have. These lands will, it is understood, soon pass into the hands of persons of capital. To-day will begin the work of sub-division. There are a few cases ready to be dealt with.: [1078, 458, 1319, 694]
rm-court-before: [Before M. Price, Esq., R.M.]: [1087, 1001, 1213, 1011]
guns-caps: Caps & Cartridge-cases,: [336, 658, 527, 700]
news-item: The sessions of the District Court commenced yesterday before His Honor Judge Kenny, and the following cases were disposed of:—A. Reeves v. Angeto Rangaaua: A claim for £200 on a dishonored bill for £157 14s, and £42 6s, expenses. Mr Nolan for plaintiff, Mr Finn for defendant. Adjourned until next session.—W. Mullooley v. Kingi Hori, claim £200. Mr Finn for plaintiff, Mr Nolan for defendant. Adjourned until next session.—M. Mullooley v. Tipiria Nuta; Mr Finn for plaintiff, Mr Nolan for defendant. Adjourned until next session.—Michael Mullooley v. Henare Ruru: Mr Finn for plaintiff, Mr Nolan for defendant. Claim £144, on a dishonored cheque for £100, and 54 years interest at 8 per cent., £44. After hearing arguments on either side His Honor gave judgment for the plaintiff with costs.—M. Mullooley v. Kuru: Mr Finn for plaintiff, Mr Nolan for defendant. Claim £190. After hearing argument His Honor gave judgment for plaintiff, £190, and £17 10s costs. The Court adjourned until 10 o'clock this day.: [1078, 217, 1319, 430]
standard-title: Poverty Bay Standard.: [361, 889, 502, 939]
guns-firm: Parnell and Boylan.: [319, 841, 544, 865]
